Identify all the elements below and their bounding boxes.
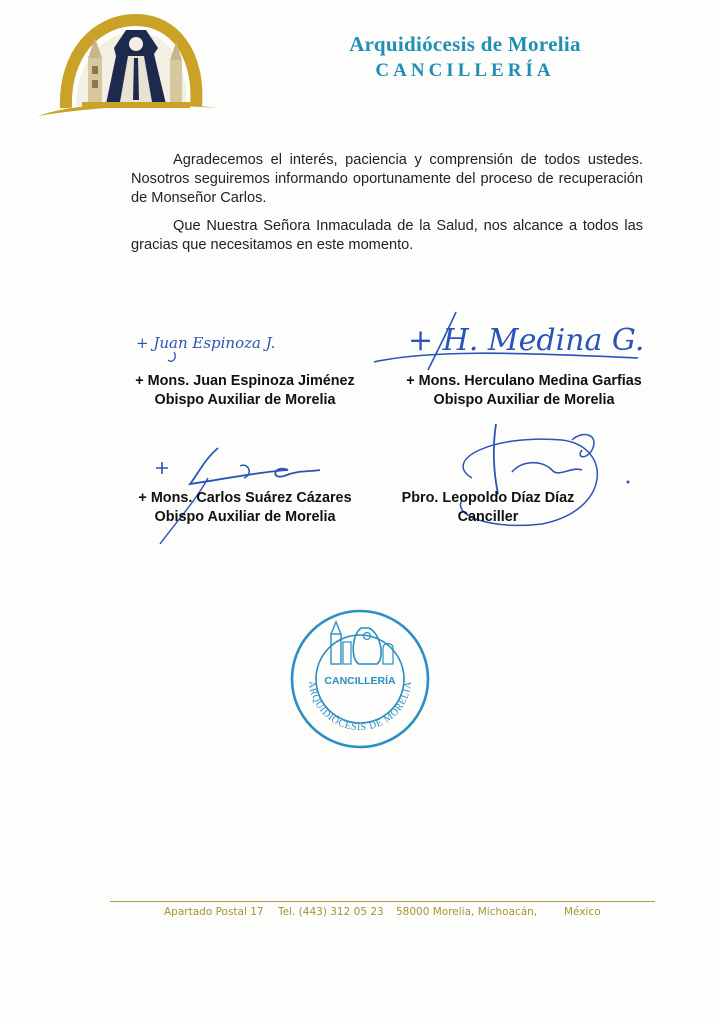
- signatory-role: Canciller: [457, 509, 519, 525]
- signature-espinoza-handwriting: [134, 322, 294, 366]
- footer-divider: [110, 901, 655, 902]
- signatory-suarez: [110, 489, 380, 527]
- signatory-name: + Mons. Herculano Medina Garfias: [406, 373, 642, 389]
- signatory-diaz: [384, 489, 592, 527]
- seal-center-text: CANCILLERÍA: [324, 675, 396, 687]
- paragraph-text: Que Nuestra Señora Inmaculada de la Salud, nos alcance a todos las gracias que necesitamos en este momento.: [131, 218, 643, 253]
- paragraph-text: Agradecemos el interés, paciencia y comprensión de todos ustedes. Nosotros seguiremos informando oportunamente del proceso de recuperación de Monseñor Carlos.: [131, 152, 643, 206]
- signatory-role: Obispo Auxiliar de Morelia: [433, 392, 615, 408]
- svg-text:+ Juan Espinoza J.: + Juan Espinoza J.: [136, 334, 276, 352]
- signatory-name: Pbro. Leopoldo Díaz Díaz: [401, 490, 575, 506]
- cathedral-logo-icon: [36, 14, 220, 120]
- body-paragraph-1: [131, 151, 643, 208]
- chancery-seal-icon: [289, 608, 431, 750]
- signatory-medina: [380, 372, 668, 410]
- signatory-role: Obispo Auxiliar de Morelia: [154, 509, 336, 525]
- footer-city: 58000 Morelia, Michoacán,: [396, 906, 538, 918]
- body-paragraph-2: [131, 217, 643, 255]
- svg-text:+ H. Medina G.: + H. Medina G.: [408, 323, 645, 358]
- department-name: CANCILLERÍA: [375, 60, 555, 81]
- seal-ring-text: ARQUIDIÓCESIS DE MORELIA: [305, 680, 415, 734]
- footer-phone: Tel. (443) 312 05 23: [278, 906, 384, 918]
- signatory-role: Obispo Auxiliar de Morelia: [154, 392, 336, 408]
- signatory-name: + Mons. Carlos Suárez Cázares: [138, 490, 352, 506]
- signatory-name: + Mons. Juan Espinoza Jiménez: [135, 373, 355, 389]
- footer: [110, 906, 655, 924]
- signatory-espinoza: [112, 372, 378, 410]
- organization-name: Arquidiócesis de Morelia: [349, 32, 581, 56]
- footer-country: México: [564, 906, 601, 918]
- signature-medina-handwriting: [368, 300, 658, 378]
- footer-address: Apartado Postal 17: [164, 906, 264, 918]
